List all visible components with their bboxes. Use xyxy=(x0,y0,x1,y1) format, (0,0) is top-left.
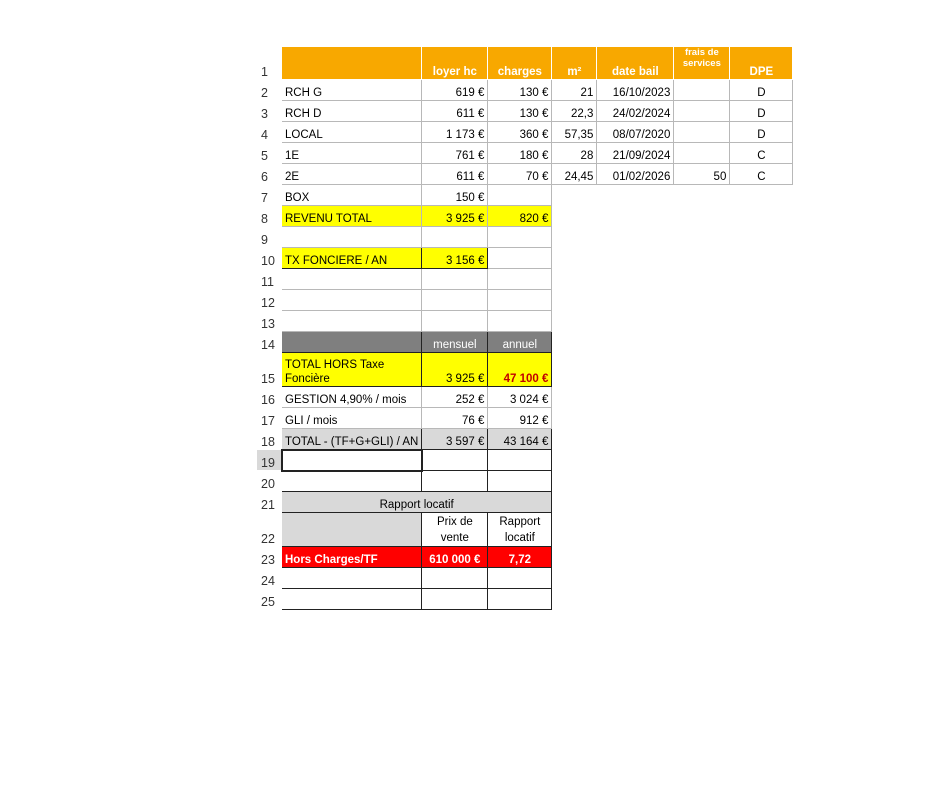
tx-label[interactable]: TX FONCIERE / AN xyxy=(282,248,422,269)
cell-empty[interactable] xyxy=(552,429,597,450)
header-date[interactable]: date bail xyxy=(597,47,674,80)
cell-empty[interactable] xyxy=(552,513,597,547)
cell-empty[interactable] xyxy=(488,185,552,206)
row-12 xyxy=(257,290,793,311)
cell-empty[interactable] xyxy=(552,332,597,353)
cell-empty[interactable] xyxy=(597,227,674,248)
row-25 xyxy=(257,589,793,610)
row-number[interactable]: 24 xyxy=(257,568,282,589)
row-number[interactable]: 21 xyxy=(257,492,282,513)
cell-empty[interactable] xyxy=(730,513,793,547)
cell-empty[interactable] xyxy=(674,429,730,450)
row-18 xyxy=(257,429,793,450)
row-6 xyxy=(257,164,793,185)
row-number[interactable]: 3 xyxy=(257,101,282,122)
rapport-header-blank[interactable] xyxy=(282,513,422,547)
unit-charges[interactable]: 130 € xyxy=(488,101,552,122)
row-number[interactable]: 14 xyxy=(257,332,282,353)
row-17 xyxy=(257,408,793,429)
gestion-label[interactable]: GESTION 4,90% / mois xyxy=(282,387,422,408)
cell-empty[interactable] xyxy=(597,429,674,450)
total-net-mensuel[interactable]: 3 597 € xyxy=(422,429,488,450)
row-number[interactable]: 25 xyxy=(257,589,282,610)
unit-date[interactable]: 24/02/2024 xyxy=(597,101,674,122)
row-8 xyxy=(257,206,793,227)
revenu-loyer[interactable]: 3 925 € xyxy=(422,206,488,227)
cell-empty[interactable] xyxy=(597,248,674,269)
cell-empty[interactable] xyxy=(597,568,674,589)
cell-empty[interactable] xyxy=(730,547,793,568)
cell-empty[interactable] xyxy=(488,227,552,248)
row-13 xyxy=(257,311,793,332)
cell-empty[interactable] xyxy=(730,311,793,332)
cell-empty[interactable] xyxy=(597,408,674,429)
unit-dpe[interactable]: C xyxy=(730,164,793,185)
rapport-prix[interactable]: 610 000 € xyxy=(422,547,488,568)
unit-charges[interactable]: 180 € xyxy=(488,143,552,164)
cell-empty[interactable] xyxy=(488,290,552,311)
unit-charges[interactable]: 360 € xyxy=(488,122,552,143)
row-number[interactable]: 20 xyxy=(257,471,282,492)
cell-empty[interactable] xyxy=(597,311,674,332)
cell-empty[interactable] xyxy=(552,353,597,387)
gli-label[interactable]: GLI / mois xyxy=(282,408,422,429)
unit-loyer[interactable]: 761 € xyxy=(422,143,488,164)
gestion-annuel[interactable]: 3 024 € xyxy=(488,387,552,408)
unit-m2[interactable]: 22,3 xyxy=(552,101,597,122)
cell-empty[interactable] xyxy=(488,471,552,492)
row-number[interactable]: 16 xyxy=(257,387,282,408)
cell-empty[interactable] xyxy=(552,547,597,568)
unit-date[interactable]: 16/10/2023 xyxy=(597,80,674,101)
row-23 xyxy=(257,547,793,568)
row-number[interactable]: 2 xyxy=(257,80,282,101)
cell-empty[interactable] xyxy=(488,450,552,471)
cell-empty[interactable] xyxy=(597,387,674,408)
total-hors-mensuel[interactable]: 3 925 € xyxy=(422,353,488,387)
cell-empty[interactable] xyxy=(730,450,793,471)
cell-empty[interactable] xyxy=(422,269,488,290)
cell-empty[interactable] xyxy=(552,269,597,290)
unit-name[interactable]: 2E xyxy=(282,164,422,185)
rapport-prix-label[interactable]: Prix de vente xyxy=(422,513,488,547)
unit-charges[interactable]: 130 € xyxy=(488,80,552,101)
cell-empty[interactable] xyxy=(597,513,674,547)
cell-empty[interactable] xyxy=(552,227,597,248)
header-frais[interactable]: frais de services xyxy=(674,47,730,80)
summary-header-mensuel[interactable]: mensuel xyxy=(422,332,488,353)
revenu-charges[interactable]: 820 € xyxy=(488,206,552,227)
cell-empty[interactable] xyxy=(488,248,552,269)
cell-empty[interactable] xyxy=(488,269,552,290)
cell-empty[interactable] xyxy=(674,589,730,610)
spreadsheet-grid xyxy=(256,46,793,610)
cell-empty[interactable] xyxy=(597,353,674,387)
row-7 xyxy=(257,185,793,206)
unit-name[interactable]: LOCAL xyxy=(282,122,422,143)
unit-frais[interactable] xyxy=(674,143,730,164)
unit-frais[interactable]: 50 xyxy=(674,164,730,185)
box-name[interactable]: BOX xyxy=(282,185,422,206)
total-hors-label[interactable]: TOTAL HORS Taxe Foncière xyxy=(282,353,422,387)
cell-empty[interactable] xyxy=(597,206,674,227)
cell-empty[interactable] xyxy=(282,568,422,589)
row-number[interactable]: 12 xyxy=(257,290,282,311)
cell-empty[interactable] xyxy=(552,408,597,429)
unit-loyer[interactable]: 611 € xyxy=(422,164,488,185)
cell-empty[interactable] xyxy=(282,290,422,311)
cell-empty[interactable] xyxy=(552,248,597,269)
cell-empty[interactable] xyxy=(282,227,422,248)
row-2 xyxy=(257,80,793,101)
cell-empty[interactable] xyxy=(674,206,730,227)
cell-empty[interactable] xyxy=(674,387,730,408)
unit-name[interactable]: RCH D xyxy=(282,101,422,122)
cell-empty[interactable] xyxy=(552,290,597,311)
row-number[interactable]: 18 xyxy=(257,429,282,450)
summary-header-blank[interactable] xyxy=(282,332,422,353)
cell-header-blank[interactable] xyxy=(282,47,422,80)
gli-mensuel[interactable]: 76 € xyxy=(422,408,488,429)
row-number[interactable]: 8 xyxy=(257,206,282,227)
unit-loyer[interactable]: 1 173 € xyxy=(422,122,488,143)
unit-date[interactable]: 08/07/2020 xyxy=(597,122,674,143)
row-number[interactable]: 22 xyxy=(257,513,282,547)
row-number[interactable]: 1 xyxy=(257,47,282,80)
cell-empty[interactable] xyxy=(422,311,488,332)
cell-empty[interactable] xyxy=(730,227,793,248)
row-number[interactable]: 6 xyxy=(257,164,282,185)
cell-empty[interactable] xyxy=(552,568,597,589)
unit-m2[interactable]: 57,35 xyxy=(552,122,597,143)
row-number[interactable]: 23 xyxy=(257,547,282,568)
row-number[interactable]: 19 xyxy=(257,450,282,471)
rapport-value[interactable]: 7,72 xyxy=(488,547,552,568)
row-20 xyxy=(257,471,793,492)
gestion-mensuel[interactable]: 252 € xyxy=(422,387,488,408)
unit-dpe[interactable]: D xyxy=(730,101,793,122)
cell-empty[interactable] xyxy=(674,492,730,513)
cell-empty[interactable] xyxy=(730,387,793,408)
cell-empty[interactable] xyxy=(730,589,793,610)
row-19 xyxy=(257,450,793,471)
cell-empty[interactable] xyxy=(552,492,597,513)
row-number[interactable]: 10 xyxy=(257,248,282,269)
gli-annuel[interactable]: 912 € xyxy=(488,408,552,429)
active-cell[interactable] xyxy=(282,450,422,471)
unit-m2[interactable]: 28 xyxy=(552,143,597,164)
cell-empty[interactable] xyxy=(597,185,674,206)
cell-empty[interactable] xyxy=(597,269,674,290)
cell-empty[interactable] xyxy=(730,269,793,290)
cell-empty[interactable] xyxy=(674,471,730,492)
cell-empty[interactable] xyxy=(730,353,793,387)
cell-empty[interactable] xyxy=(552,471,597,492)
cell-empty[interactable] xyxy=(488,311,552,332)
cell-empty[interactable] xyxy=(552,387,597,408)
cell-empty[interactable] xyxy=(597,290,674,311)
cell-empty[interactable] xyxy=(730,290,793,311)
unit-date[interactable]: 01/02/2026 xyxy=(597,164,674,185)
cell-empty[interactable] xyxy=(597,332,674,353)
summary-header-annuel[interactable]: annuel xyxy=(488,332,552,353)
unit-dpe[interactable]: C xyxy=(730,143,793,164)
row-number[interactable]: 9 xyxy=(257,227,282,248)
cell-empty[interactable] xyxy=(422,450,488,471)
rapport-row-label[interactable]: Hors Charges/TF xyxy=(282,547,422,568)
row-22 xyxy=(257,513,793,547)
unit-frais[interactable] xyxy=(674,101,730,122)
tx-value[interactable]: 3 156 € xyxy=(422,248,488,269)
row-number[interactable]: 7 xyxy=(257,185,282,206)
cell-empty[interactable] xyxy=(674,408,730,429)
unit-name[interactable]: RCH G xyxy=(282,80,422,101)
cell-empty[interactable] xyxy=(422,471,488,492)
row-number[interactable]: 5 xyxy=(257,143,282,164)
cell-empty[interactable] xyxy=(674,547,730,568)
header-loyer[interactable]: loyer hc xyxy=(422,47,488,80)
unit-dpe[interactable]: D xyxy=(730,80,793,101)
row-14 xyxy=(257,332,793,353)
cell-empty[interactable] xyxy=(730,429,793,450)
cell-empty[interactable] xyxy=(674,450,730,471)
row-number[interactable]: 11 xyxy=(257,269,282,290)
cell-empty[interactable] xyxy=(597,471,674,492)
cell-empty[interactable] xyxy=(597,492,674,513)
cell-empty[interactable] xyxy=(552,450,597,471)
cell-empty[interactable] xyxy=(674,311,730,332)
cell-empty[interactable] xyxy=(282,589,422,610)
unit-loyer[interactable]: 619 € xyxy=(422,80,488,101)
row-9 xyxy=(257,227,793,248)
cell-empty[interactable] xyxy=(552,206,597,227)
unit-dpe[interactable]: D xyxy=(730,122,793,143)
row-number[interactable]: 17 xyxy=(257,408,282,429)
row-16 xyxy=(257,387,793,408)
unit-frais[interactable] xyxy=(674,80,730,101)
cell-empty[interactable] xyxy=(730,568,793,589)
cell-empty[interactable] xyxy=(422,227,488,248)
total-net-label[interactable]: TOTAL - (TF+G+GLI) / AN xyxy=(282,429,422,450)
cell-empty[interactable] xyxy=(282,471,422,492)
rapport-rapport-label[interactable]: Rapport locatif xyxy=(488,513,552,547)
header-m2[interactable]: m² xyxy=(552,47,597,80)
cell-empty[interactable] xyxy=(674,269,730,290)
box-loyer[interactable]: 150 € xyxy=(422,185,488,206)
cell-empty[interactable] xyxy=(282,311,422,332)
cell-empty[interactable] xyxy=(597,589,674,610)
row-15 xyxy=(257,353,793,387)
cell-empty[interactable] xyxy=(730,185,793,206)
cell-empty[interactable] xyxy=(674,513,730,547)
cell-empty[interactable] xyxy=(422,290,488,311)
unit-date[interactable]: 21/09/2024 xyxy=(597,143,674,164)
cell-empty[interactable] xyxy=(488,589,552,610)
row-3 xyxy=(257,101,793,122)
cell-empty[interactable] xyxy=(730,332,793,353)
cell-empty[interactable] xyxy=(730,492,793,513)
total-net-annuel[interactable]: 43 164 € xyxy=(488,429,552,450)
cell-empty[interactable] xyxy=(552,311,597,332)
cell-empty[interactable] xyxy=(552,185,597,206)
cell-empty[interactable] xyxy=(422,568,488,589)
unit-name[interactable]: 1E xyxy=(282,143,422,164)
row-number[interactable]: 4 xyxy=(257,122,282,143)
cell-empty[interactable] xyxy=(674,353,730,387)
row-5 xyxy=(257,143,793,164)
cell-empty[interactable] xyxy=(674,248,730,269)
cell-empty[interactable] xyxy=(674,290,730,311)
unit-loyer[interactable]: 611 € xyxy=(422,101,488,122)
total-hors-annuel[interactable]: 47 100 € xyxy=(488,353,552,387)
cell-empty[interactable] xyxy=(597,450,674,471)
rapport-title[interactable]: Rapport locatif xyxy=(282,492,552,513)
unit-m2[interactable]: 24,45 xyxy=(552,164,597,185)
row-number[interactable]: 13 xyxy=(257,311,282,332)
cell-empty[interactable] xyxy=(488,568,552,589)
cell-empty[interactable] xyxy=(282,269,422,290)
cell-empty[interactable] xyxy=(730,248,793,269)
cell-empty[interactable] xyxy=(422,589,488,610)
row-11 xyxy=(257,269,793,290)
cell-empty[interactable] xyxy=(674,568,730,589)
cell-empty[interactable] xyxy=(730,408,793,429)
cell-empty[interactable] xyxy=(597,547,674,568)
cell-empty[interactable] xyxy=(552,589,597,610)
cell-empty[interactable] xyxy=(730,206,793,227)
row-1 xyxy=(257,47,793,80)
unit-charges[interactable]: 70 € xyxy=(488,164,552,185)
row-21 xyxy=(257,492,793,513)
cell-empty[interactable] xyxy=(674,332,730,353)
row-number[interactable]: 15 xyxy=(257,353,282,387)
cell-empty[interactable] xyxy=(674,227,730,248)
cell-empty[interactable] xyxy=(730,471,793,492)
unit-m2[interactable]: 21 xyxy=(552,80,597,101)
header-dpe[interactable]: DPE xyxy=(730,47,793,80)
revenu-label[interactable]: REVENU TOTAL xyxy=(282,206,422,227)
row-24 xyxy=(257,568,793,589)
row-4 xyxy=(257,122,793,143)
cell-empty[interactable] xyxy=(674,185,730,206)
unit-frais[interactable] xyxy=(674,122,730,143)
header-charges[interactable]: charges xyxy=(488,47,552,80)
row-10 xyxy=(257,248,793,269)
